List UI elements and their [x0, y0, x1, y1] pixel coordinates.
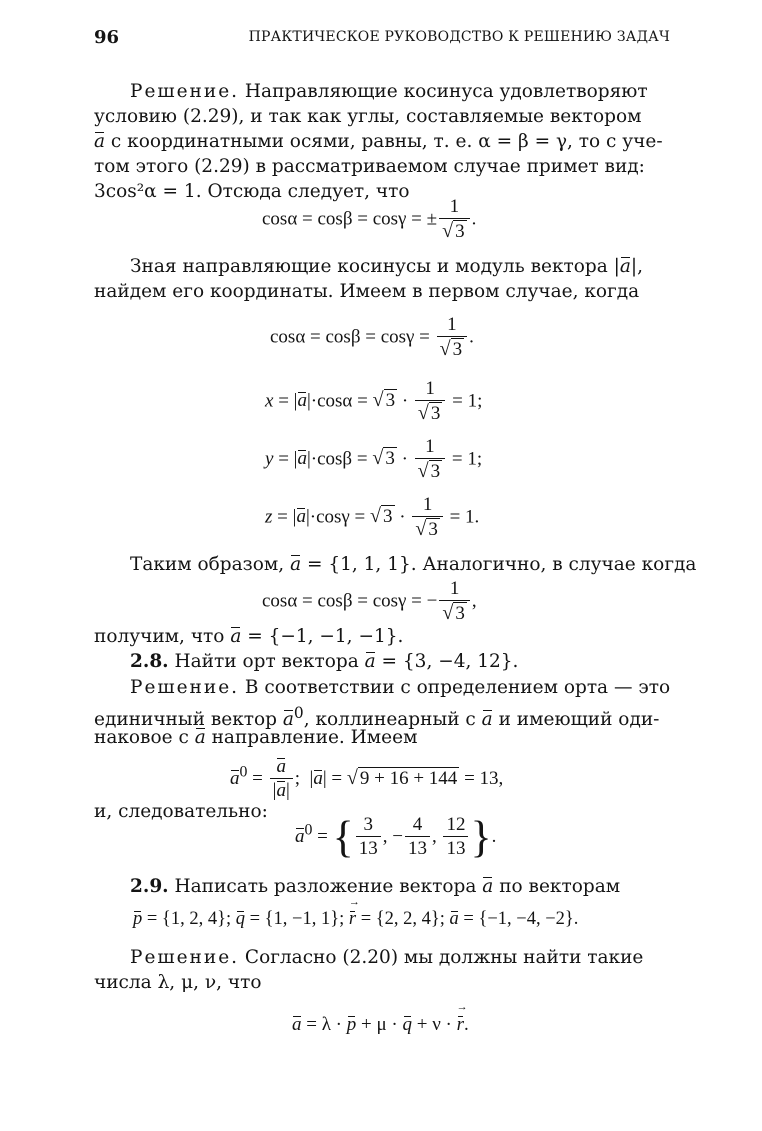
numerator: 1: [439, 578, 469, 601]
numerator: 1: [437, 314, 467, 337]
vector-a: a: [482, 876, 494, 897]
formula-part: + μ ·: [356, 1014, 403, 1035]
task-2-9: [130, 875, 620, 899]
text-span: = {−1, −1, −1}.: [241, 626, 404, 647]
vector-a: a: [194, 727, 206, 748]
solution-label: Решение.: [130, 81, 240, 102]
text-line: и, следовательно:: [94, 801, 268, 822]
vector-a: a: [295, 825, 305, 847]
text-line: [130, 80, 648, 104]
punct: .: [471, 208, 477, 230]
text-span: Таким образом,: [130, 554, 291, 575]
formula-part: = {−1, −4, −2}.: [458, 909, 579, 929]
formula-cos-pm: [262, 196, 476, 244]
denominator: √ 3: [415, 518, 438, 540]
denominator: 13: [358, 838, 378, 859]
vector-q: q: [402, 1014, 412, 1035]
text-line: Зная направляющие косинусы и модуль вектора |a|,: [130, 256, 644, 277]
vector-a: a: [364, 651, 376, 672]
text-span: получим, что: [94, 626, 231, 647]
formula-y: y = |a|·cosβ = √ 3 · $\frac{1}{√ 3}$ = 1;: [265, 436, 483, 482]
formula-part: + ν ·: [412, 1014, 457, 1035]
vector-a: a: [292, 1014, 302, 1035]
text-line: [94, 130, 663, 154]
punct: .: [469, 326, 474, 348]
fraction: [437, 314, 467, 362]
text-span: Направляющие косинуса удовлетворяют: [239, 81, 648, 102]
solution-label: Решение.: [130, 947, 240, 968]
text-span: , коллинеарный с: [303, 709, 482, 731]
radicand: 3: [452, 339, 463, 360]
text-line: условию (2.29), и так как углы, составляемые вектором: [94, 106, 642, 127]
formula-lhs: cosα = cosβ = cosγ = −: [262, 590, 438, 612]
fraction: [443, 814, 468, 861]
formula-cos-positive: [270, 314, 474, 362]
text-line: найдем его координаты. Имеем в первом случае, когда: [94, 281, 640, 302]
formula-cos-negative: [262, 578, 477, 626]
vector-a: a: [619, 256, 631, 277]
radicand: 3: [385, 448, 395, 470]
numerator: 1: [412, 494, 442, 517]
radicand: 3: [383, 506, 393, 528]
denominator: √ 3: [417, 402, 441, 424]
formula-result: = 1;: [447, 448, 483, 470]
denominator: |a|: [272, 780, 290, 801]
vector-r: → r: [457, 1014, 464, 1036]
fraction: [415, 378, 445, 426]
text-span: Найти орт вектора: [168, 651, 365, 672]
numerator: 3: [356, 814, 381, 837]
text-span: с координатными осями, равны, т. е. α = β = γ, то с уче-: [105, 131, 663, 152]
vector-a: a: [290, 554, 302, 575]
text-line: числа λ, μ, ν, что: [94, 972, 262, 993]
radicand: 3: [430, 461, 441, 482]
formula-part: = {1, −1, 1};: [244, 909, 349, 929]
formula-z: z = |a|·cosγ = √ 3 · $\frac{1}{√ 3}$ = 1.: [265, 494, 480, 540]
text-span: = {3, −4, 12}.: [375, 651, 519, 672]
formula-result: = 1.: [444, 506, 480, 528]
vector-a: a: [297, 448, 307, 470]
vector-a: a: [94, 131, 106, 152]
fraction: [415, 436, 445, 484]
vector-a: a: [282, 709, 294, 731]
text-line: [94, 625, 403, 649]
formula-part: = λ ·: [301, 1014, 347, 1035]
formula-result: = 1;: [447, 390, 483, 412]
formula-part: = {2, 2, 4};: [356, 909, 450, 929]
fraction: [405, 814, 430, 861]
vector-p: p: [133, 909, 143, 929]
denominator: √ 3: [439, 338, 463, 360]
vector-r: → r: [349, 909, 356, 930]
text-span: единичный вектор: [94, 709, 283, 731]
vector-p: p: [346, 1014, 357, 1035]
text-span: Зная направляющие косинусы и модуль вектора: [130, 256, 614, 277]
denominator: 13: [407, 838, 427, 859]
text-line: [130, 946, 643, 970]
numerator: 1: [415, 378, 445, 401]
radicand: 3: [428, 519, 438, 540]
variable: z: [265, 506, 273, 528]
formula-unit-vector: $a^0$ = $\frac{a}{|a|}$ ; |a| = √ 9 + 16 + 144 = 13,: [230, 756, 504, 801]
denominator: √ 3: [442, 220, 465, 242]
formula-ort-result: $a^0$ = { $\frac{3}{13}$ , − $\frac{4}{13}$ , $\frac{12}{13}$ }.: [295, 812, 497, 862]
text-line: [130, 553, 696, 577]
text-line: [94, 726, 417, 750]
vector-q: q: [235, 909, 245, 929]
task-number: 2.8.: [130, 651, 169, 672]
numerator: 4: [405, 814, 430, 837]
vector-a: a: [296, 506, 306, 528]
formula-x: x = |a|·cosα = √ 3 · $\frac{1}{√ 3}$ = 1;: [265, 378, 483, 424]
text-span: В соответствии с определением орта — это: [239, 677, 671, 698]
fraction: [412, 494, 442, 542]
punct: ,: [471, 590, 477, 612]
running-title: ПРАКТИЧЕСКОЕ РУКОВОДСТВО К РЕШЕНИЮ ЗАДАЧ: [248, 29, 670, 45]
numerator: a: [270, 756, 293, 779]
text-span: и имеющий оди-: [492, 709, 660, 731]
page-header: [94, 27, 670, 51]
formula-lhs: cosα = cosβ = cosγ = ±: [262, 208, 438, 230]
formula-part: ·cosα =: [310, 390, 373, 412]
superscript: 0: [304, 821, 313, 839]
text-line: единичный вектор $a^0$, коллинеарный с a и имеющий оди-: [94, 704, 660, 731]
punct: .: [464, 1014, 469, 1035]
vector-a: a: [230, 626, 242, 647]
formula-vectors: [133, 909, 578, 930]
text-span: = {1, 1, 1}. Аналогично, в случае когда: [301, 554, 697, 575]
radicand: 3: [455, 603, 465, 624]
text-line: 3cos²α = 1. Отсюда следует, что: [94, 181, 410, 202]
vector-a: a: [297, 390, 307, 412]
text-span: Написать разложение вектора: [168, 876, 483, 897]
radicand: 3: [430, 403, 441, 424]
superscript: 0: [239, 763, 248, 781]
task-number: 2.9.: [130, 876, 169, 897]
fraction: [439, 578, 469, 626]
text-span: направление. Имеем: [205, 727, 418, 748]
fraction: [270, 756, 293, 803]
numerator: 1: [415, 436, 445, 459]
denominator: √ 3: [442, 602, 465, 624]
variable: x: [265, 390, 274, 412]
radicand: 3: [385, 390, 396, 412]
formula-result: = 13,: [459, 767, 504, 789]
variable: y: [265, 448, 274, 470]
fraction: [356, 814, 381, 861]
solution-label: Решение.: [130, 677, 240, 698]
denominator: √ 3: [417, 460, 441, 482]
formula-part: ·cosβ =: [310, 448, 373, 470]
denominator: 13: [446, 838, 466, 859]
page-number: 96: [94, 27, 120, 48]
text-span: по векторам: [493, 876, 621, 897]
vector-a: a: [449, 909, 459, 929]
formula-lhs: cosα = cosβ = cosγ =: [270, 326, 435, 348]
task-2-8: [130, 650, 518, 674]
numerator: 12: [443, 814, 468, 837]
vector-a: a: [481, 709, 493, 731]
formula-part: ·cosγ =: [309, 506, 371, 528]
radicand: 9 + 16 + 144: [359, 767, 458, 789]
text-span: Согласно (2.20) мы должны найти такие: [239, 947, 644, 968]
text-span: наковое с: [94, 727, 195, 748]
radicand: 3: [455, 221, 465, 242]
text-line: том этого (2.29) в рассматриваемом случае примет вид:: [94, 156, 645, 177]
numerator: 1: [439, 196, 469, 219]
formula-part: = {1, 2, 4};: [142, 909, 236, 929]
vector-a: a: [230, 767, 240, 789]
vector-a: a: [313, 767, 323, 789]
formula-decomposition: [292, 1014, 469, 1036]
text-line: [130, 676, 670, 700]
fraction: [439, 196, 469, 244]
